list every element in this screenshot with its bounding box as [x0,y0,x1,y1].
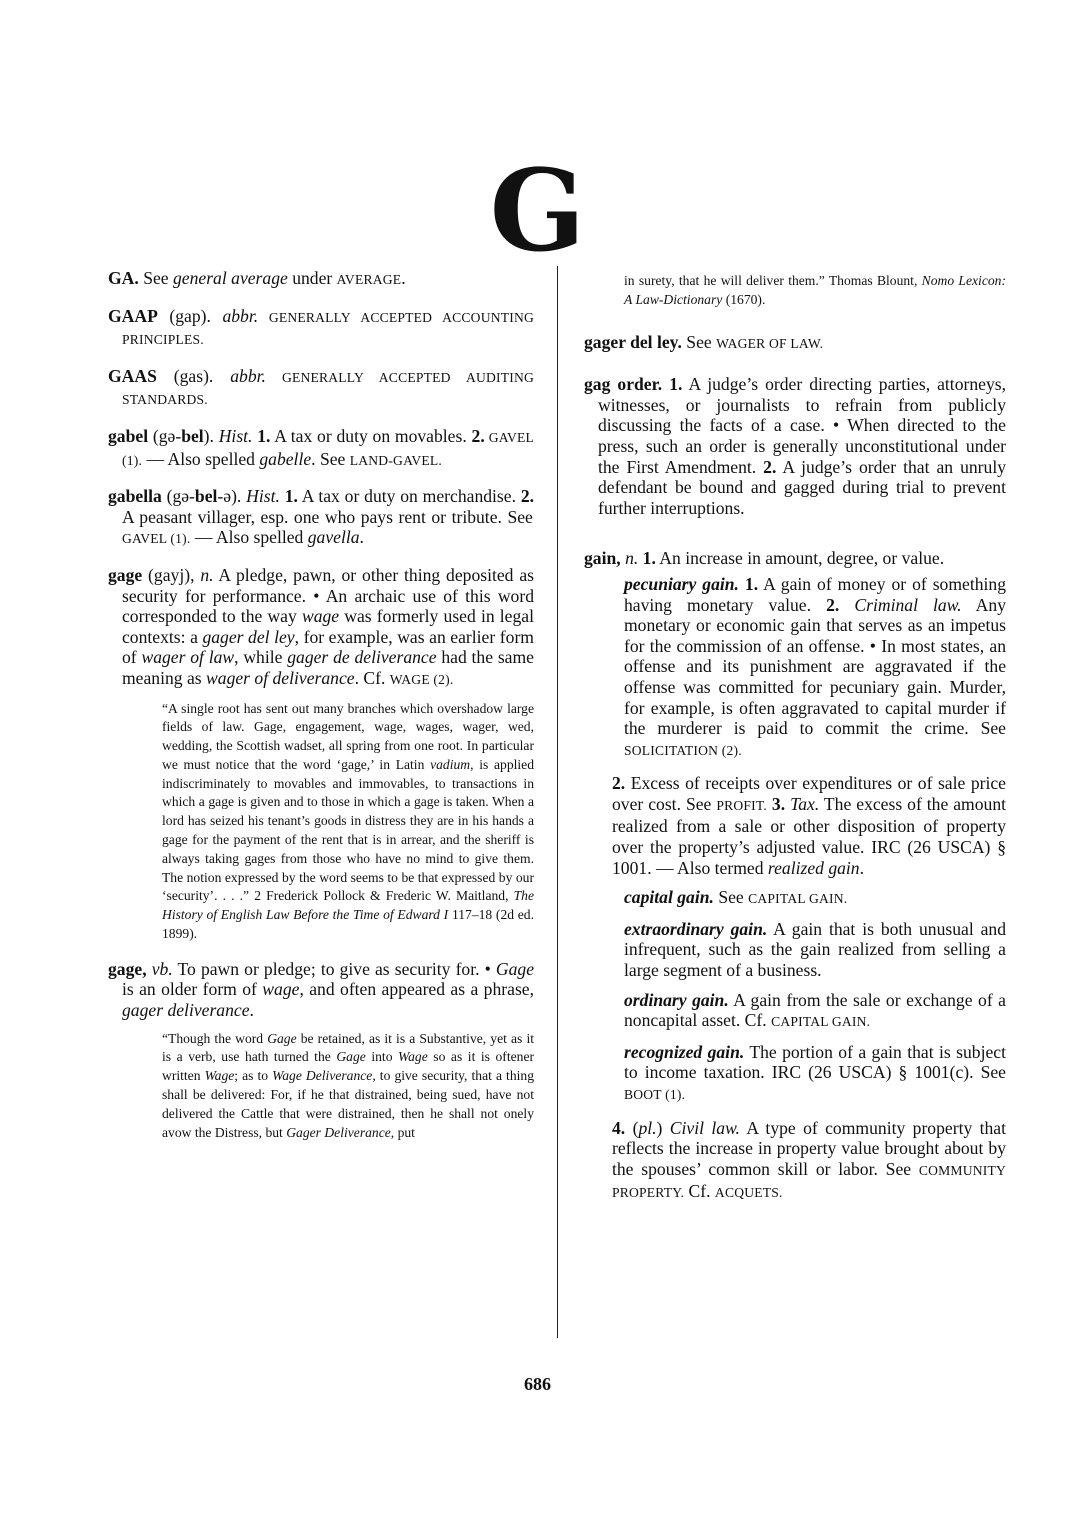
text: , while [234,647,288,668]
quote-text: Wage [204,1068,235,1084]
label: Civil law. [669,1117,740,1138]
quote-text: Wage Deliverance [272,1068,373,1084]
block-quote [162,700,534,944]
sense-2-3 [612,773,1006,878]
subentry-capital-gain [624,887,1006,910]
text: gabelle [259,448,312,469]
text: gager deliverance [122,1000,250,1021]
headword: GAAP [108,305,158,326]
text: gager de deliverance [287,647,437,668]
text: The portion of a gain that is subject to income taxation. IRC (26 USCA) § 1001(c). See [624,1041,1006,1083]
subentry-ordinary-gain [624,990,1006,1033]
text: . See [311,448,350,469]
quote-source-title: The History of English Law Before the Time of Edward I [162,888,534,923]
entry-ga [108,268,534,291]
quote-text: so as it is oftener written [162,1049,535,1084]
entry-gaas [108,366,534,411]
text: The excess of the amount realized from a sale or other disposition of property over the property’s adjusted value. IRC (26 USCA) § 1001. — Also termed [612,793,1007,878]
sense-number: 1. [638,548,656,569]
subentry-headword: capital gain. [624,887,714,908]
label: Hist. [246,486,280,507]
label: Tax. [785,793,820,814]
text: A tax or duty on merchandise. [297,486,521,507]
section-letter: G [489,146,586,277]
text: wage [301,606,340,627]
text: ( [625,1117,639,1138]
entry-gaap [108,306,534,351]
text: , for example, was an earlier form of [122,626,534,668]
subentry-pecuniary-gain [624,574,1006,761]
cross-reference: SOLICITATION (2). [624,742,742,758]
entry-gage-verb [108,959,534,1143]
quote-text: be retained, as it is a Substantive, yet as it is a verb, use hath turned the [162,1030,534,1065]
text: . Cf. [354,667,390,688]
entry-gage-noun [108,565,534,944]
text: Cf. [684,1181,715,1202]
subentry-headword: recognized gain. [624,1041,745,1062]
column-divider [557,266,558,1338]
label: n. [625,548,639,569]
text: wager of law [141,647,235,668]
quote-text: , to give security, that a thing shall be delivered: For, if he that distrained, being sued, have not delivered the Cattle that were distrained, then he shall not onely avow the Distress, but [162,1068,534,1140]
quote-text: , is applied indiscriminately to movables and immovables, to transactions in which a gage is given and to those in which a gage is taken. When a lord has seized his tenant’s goods in distress they are in his hands a gage for the payment of the rent that is in arrear, and the sheriff is always taking gages from those who have no mind to give them. The notion expressed by the word seems to be that expressed by our ‘security’. . . .” 2 Frederick Pollock & Frederic W. Maitland, [162,756,534,904]
sense-number: 1. [279,486,298,507]
subentry-headword: ordinary gain. [624,989,729,1010]
text: bel [181,425,204,446]
text: general average [173,268,288,288]
sense-number: 1. [252,425,271,446]
text: wage [262,979,300,1000]
quote-source-title: Nomo Lexicon: A Law-Dictionary [624,273,1006,307]
label: Criminal law. [839,594,962,615]
sense-number: 2. [520,486,535,507]
cross-reference: PROFIT. [716,797,767,813]
text: A gain of money or of something having monetary value. [624,573,1007,615]
text: — Also spelled [190,527,308,548]
entry-gag-order [584,374,1006,518]
cross-reference: GAVEL (1). [122,429,535,468]
text: A judge’s order directing parties, attorneys, witnesses, or journalists to refrain from publicly discussing the facts of a case. • When directed to the press, such an order is generally unconstitutional under the First Amendment. [598,374,1006,477]
text: A type of community property that reflects the increase in property value brought about by the spouses’ common skill or labor. See [612,1117,1007,1179]
headword: gage [108,564,143,585]
label: n. [200,564,214,585]
headword: gage, [108,958,147,979]
quote-text: 117–18 (2d ed. 1899). [162,907,535,942]
text: was formerly used in legal contexts: a [122,606,534,647]
quote-text: Wage [398,1049,428,1065]
text: See [138,268,173,288]
subentry-extraordinary-gain [624,919,1006,981]
text: ). [203,425,219,446]
text: A judge’s order that an unruly defendant be bound and gagged during trial to prevent further interruptions. [598,456,1006,518]
text: Gage [495,958,534,979]
quote-text: Gager Deliverance [286,1124,391,1140]
text: Any monetary or economic gain that serves as an impetus for the commission of an offense. • In most states, an offense and its punishment are aggravated if the offense was committed for pecuniary gain. Murder, for example, is often aggravated to capital murder if the murderer is paid to commit the crime. See [624,594,1006,739]
sense-number: 2. [763,456,777,477]
text: . [249,1000,254,1021]
text: . [359,527,364,548]
subentry-headword: pecuniary gain. [624,573,739,594]
text: (gayj), [142,564,201,585]
label: abbr. [222,305,259,326]
subentry-headword: extraordinary gain. [624,918,768,939]
sense-4 [612,1118,1006,1204]
sense-number: 2. [471,425,485,446]
label: Hist. [218,425,253,446]
sense-number: 1. [738,573,759,594]
text: gavella [307,527,360,548]
quote-text: in surety, that he will deliver them.” Thomas Blount, [624,273,922,288]
quote-text: , put [390,1124,415,1140]
headword: gag order. [584,374,663,395]
cross-reference: WAGE (2). [389,671,454,687]
quote-text: “A single root has sent out many branches which overshadow large fields of law. Gage, engagement, wage, wages, wager, wed, wedding, the Scottish wadset, all spring from one root. In particular we must notice that the word ‘gage,’ in Latin [162,700,534,772]
quote-text: ; as to [234,1068,273,1084]
pronunciation: (gas). [156,365,231,386]
text: is an older form of [122,979,263,1000]
cross-reference: CAPITAL GAIN. [771,1014,871,1030]
cross-reference: AVERAGE [336,272,402,287]
text: -ə). [217,486,247,507]
text: . [401,268,406,288]
page-number: 686 [524,1374,551,1394]
label: pl. [638,1117,657,1138]
sense-number: 2. [612,773,626,794]
cross-reference: LAND-GAVEL. [349,452,442,468]
cross-reference: GENERALLY ACCEPTED ACCOUNTING PRINCIPLES. [122,309,535,348]
text: — Also spelled [142,448,260,469]
text: A tax or duty on movables. [270,425,472,446]
text: had the same meaning as [122,647,534,688]
text: A pledge, pawn, or other thing deposited as security for performance. • An archaic use of this word corresponded to the way [122,564,534,627]
sense-number: 1. [662,374,683,395]
quote-text: (1670). [722,291,766,307]
text: bel [194,486,218,507]
subentry-recognized-gain [624,1042,1006,1106]
text: (gə- [148,425,182,446]
right-column [584,268,1006,1204]
cross-reference: GAVEL (1). [122,531,191,547]
text: . [859,857,865,878]
headword: GA. [108,268,139,288]
quote-text: into [365,1049,399,1065]
text: , and often appeared as a phrase, [299,979,534,1000]
sense-number: 2. [826,594,840,615]
entry-gain [584,548,1006,1204]
headword: GAAS [108,365,157,386]
headword: gain, [584,548,621,569]
cross-reference: WAGER OF LAW. [716,335,824,351]
cross-reference: GENERALLY ACCEPTED AUDITING STANDARDS. [122,369,534,408]
text: ) [656,1117,670,1138]
left-column [108,268,534,1142]
continued-quote [624,272,1006,310]
entry-gabella [108,486,534,550]
text: A gain from the sale or exchange of a noncapital asset. Cf. [624,989,1006,1031]
text: realized gain [767,857,860,878]
label: vb. [151,958,173,979]
cross-reference: ACQUETS. [714,1185,783,1201]
quote-text: Gage [336,1049,366,1065]
text: See [681,331,717,352]
quote-text: Gage [267,1030,297,1046]
text: Excess of receipts over expenditures or of sale price over cost. See [612,773,1006,814]
text: wager of deliverance [206,667,355,688]
text: To pawn or pledge; to give as security for. • [172,958,496,979]
headword: gabella [108,486,162,507]
text: A peasant villager, esp. one who pays rent or tribute. See [122,506,533,527]
text: An increase in amount, degree, or value. [655,548,945,569]
entry-gager-del-ley [584,332,1006,355]
quote-text: vadium [430,756,471,772]
text: See [713,887,749,908]
text: gager del ley [202,626,295,647]
cross-reference: CAPITAL GAIN. [748,891,848,907]
sense-number: 4. [612,1117,626,1138]
entry-gabel [108,426,534,471]
quote-text: “Though the word [162,1030,268,1046]
pronunciation: (gap). [157,305,223,326]
cross-reference: BOOT (1). [624,1087,686,1102]
text: A gain that is both unusual and infrequent, such as the gain realized from selling a large segment of a business. [624,918,1006,981]
block-quote [162,1030,534,1143]
label: abbr. [230,365,266,386]
text: (gə- [161,486,195,507]
sense-number: 3. [766,793,786,814]
cross-reference: COMMUNITY PROPERTY. [612,1162,1006,1201]
headword: gabel [108,425,149,446]
text: under [287,268,337,288]
headword: gager del ley. [584,331,682,352]
